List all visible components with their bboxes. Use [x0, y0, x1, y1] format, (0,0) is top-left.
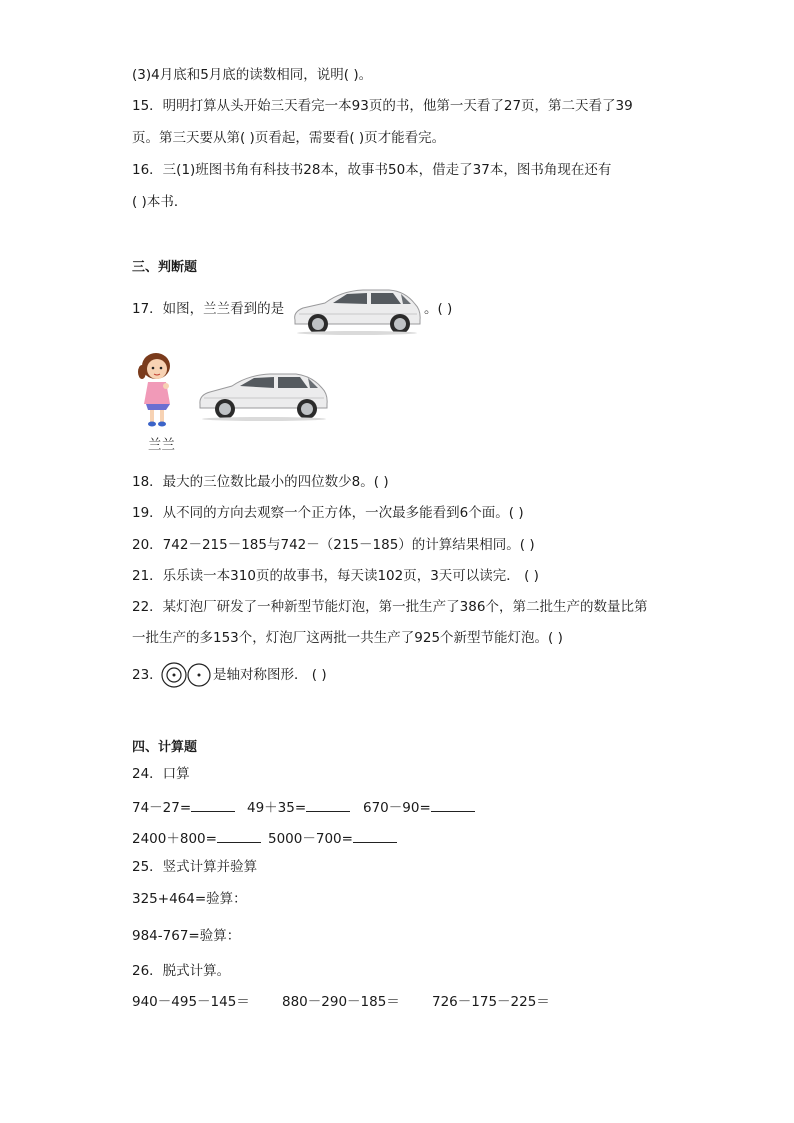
calc-item: [363, 797, 475, 817]
vertical-calc-1: 325+464=验算：: [132, 891, 247, 907]
calc-item: [132, 797, 235, 817]
answer-blank[interactable]: [217, 828, 261, 843]
question-22-line-1: 22．某灯泡厂研发了一种新型节能灯泡，第一批生产了386个，第二批生产的数量比第: [132, 599, 648, 615]
question-17-text: 17．如图，兰兰看到的是: [132, 301, 285, 317]
answer-blank[interactable]: [191, 797, 235, 812]
question-16-line-1: 16．三(1)班图书角有科技书28本，故事书50本，借走了37本，图书角现在还有: [132, 162, 612, 178]
question-20: 20．742－215－185与742－（215－185）的计算结果相同。( ): [132, 537, 535, 553]
question-22-line-2: 一批生产的多153个，灯泡厂这两批一共生产了925个新型节能灯泡。( ): [132, 630, 563, 646]
question-23-number: 23．: [132, 667, 163, 683]
question-15-line-1: 15．明明打算从头开始三天看完一本93页的书，他第一天看了27页，第二天看了39: [132, 98, 633, 114]
calc-expression: 670－90=: [363, 800, 431, 816]
section-title-calculation: 四、计算题: [132, 740, 198, 755]
stepwise-calc-2: 880－290－185＝: [282, 994, 400, 1010]
stepwise-calc-3: 726－175－225＝: [432, 994, 550, 1010]
question-24: 24．口算: [132, 766, 190, 782]
calc-expression: 2400＋800=: [132, 831, 217, 847]
question-23-text: 是轴对称图形． ( ): [213, 667, 327, 683]
question-26: 26．脱式计算。: [132, 963, 231, 979]
question-15-line-2: 页。第三天要从第( )页看起，需要看( )页才能看完。: [132, 130, 446, 146]
section-title-judgement: 三、判断题: [132, 260, 198, 275]
girl-illustration: [132, 352, 184, 432]
stepwise-calc-1: 940－495－145＝: [132, 994, 250, 1010]
answer-blank[interactable]: [353, 828, 397, 843]
text-line: (3)4月底和5月底的读数相同，说明( )。: [132, 67, 373, 83]
question-21: 21．乐乐读一本310页的故事书，每天读102页，3天可以读完． ( ): [132, 568, 539, 584]
calc-expression: 49＋35=: [247, 800, 307, 816]
calc-item: [132, 828, 261, 848]
question-18: 18．最大的三位数比最小的四位数少8。( ): [132, 474, 389, 490]
calc-item: [247, 797, 350, 817]
question-16-line-2: ( )本书．: [132, 194, 188, 210]
circles-figure: [159, 661, 215, 689]
answer-blank[interactable]: [431, 797, 475, 812]
question-19: 19．从不同的方向去观察一个正方体，一次最多能看到6个面。( ): [132, 505, 524, 521]
car-image-small: [289, 286, 425, 336]
question-25: 25．竖式计算并验算: [132, 859, 258, 875]
answer-blank[interactable]: [306, 797, 350, 812]
calc-item: [268, 828, 397, 848]
calc-expression: 74－27=: [132, 800, 192, 816]
question-17-answer-parens: 。( ): [424, 301, 453, 317]
girl-label: 兰兰: [148, 437, 175, 453]
calc-expression: 5000－700=: [268, 831, 353, 847]
car-image-large: [196, 370, 332, 422]
vertical-calc-2: 984-767=验算：: [132, 928, 241, 944]
